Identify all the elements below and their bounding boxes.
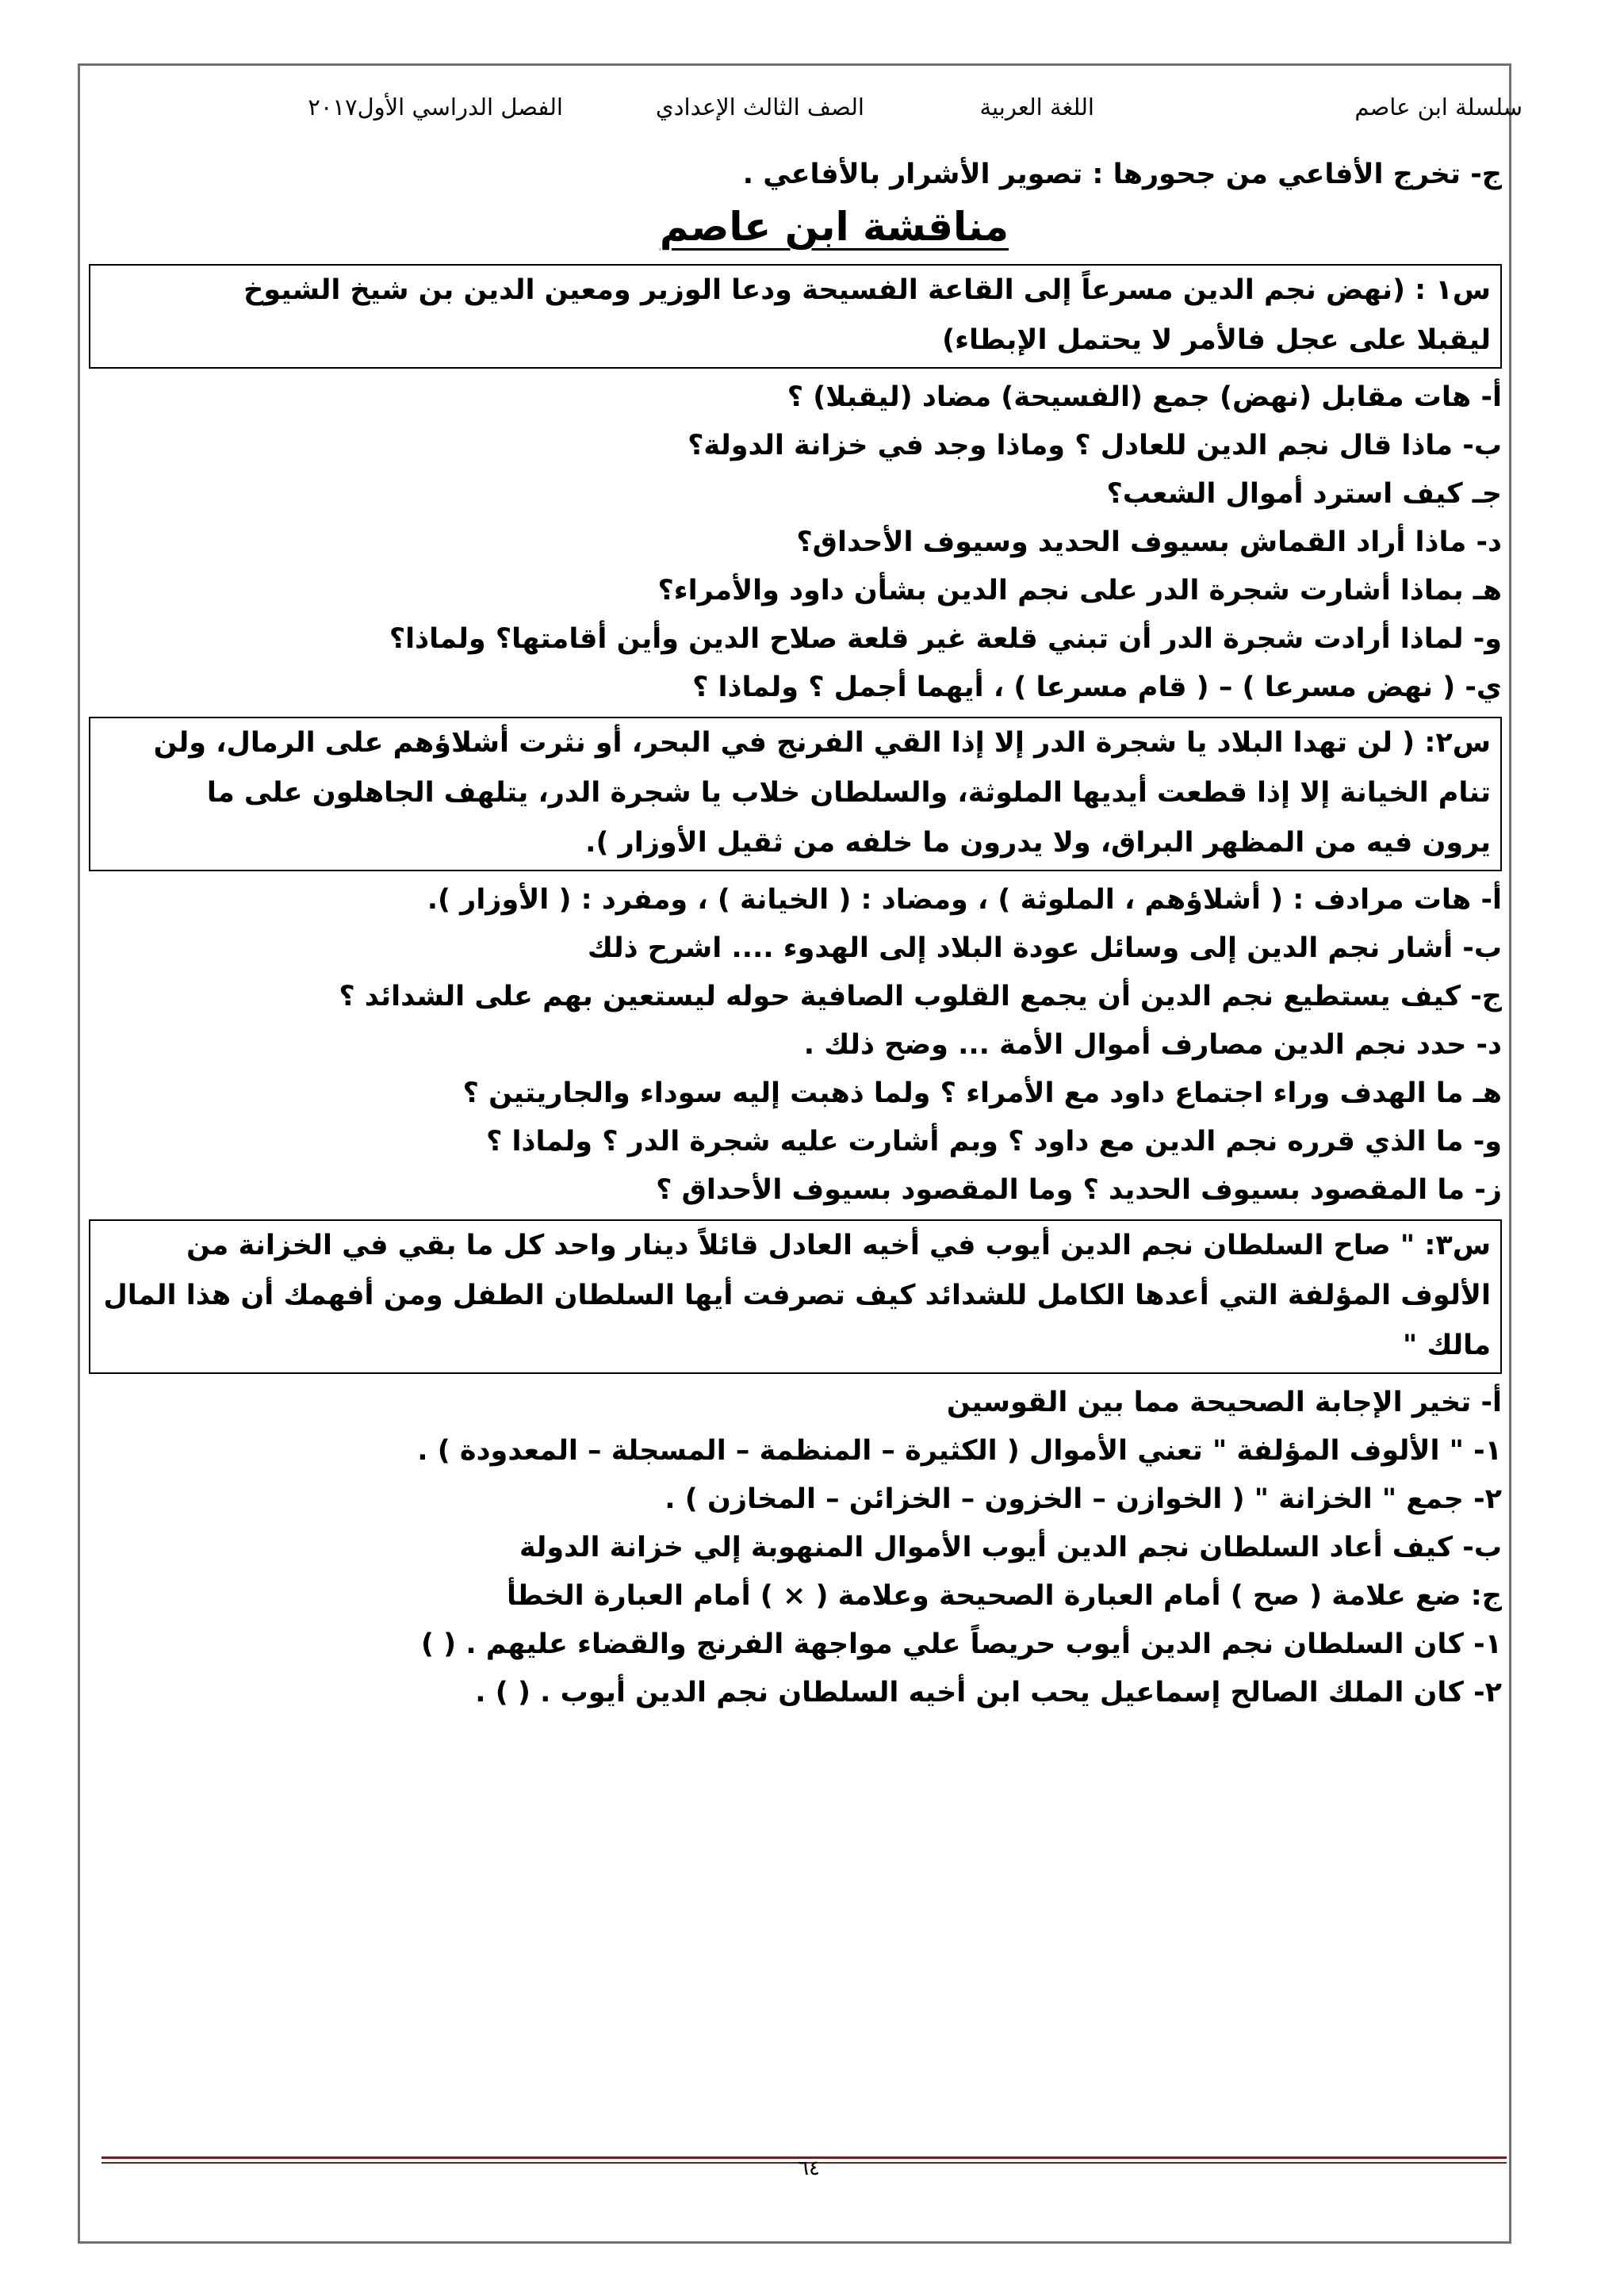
question-3-item: ٢- جمع " الخزانة " ( الخوازن – الخزون – الخزائن – المخازن ) . [665, 1483, 1502, 1515]
question-3-box [89, 1219, 1502, 1374]
question-1-item: و- لماذا أرادت شجرة الدر أن تبني قلعة غير قلعة صلاح الدين وأين أقامتها؟ ولماذا؟ [389, 623, 1502, 655]
header-term: الفصل الدراسي الأول٢٠١٧ [308, 94, 563, 121]
question-3-line: الألوف المؤلفة التي أعدها الكامل للشدائد كيف تصرفت أيها السلطان الطفل ومن أفهمك أن هذا المال [103, 1280, 1491, 1311]
question-1-item: ب- ماذا قال نجم الدين للعادل ؟ وماذا وجد في خزانة الدولة؟ [688, 430, 1502, 461]
question-3-item: ب- كيف أعاد السلطان نجم الدين أيوب الأموال المنهوبة إلي خزانة الدولة [519, 1532, 1502, 1563]
question-2-line: يرون فيه من المظهر البراق، ولا يدرون ما خلفه من ثقيل الأوزار ). [585, 827, 1491, 859]
top-line: ج- تخرج الأفاعي من جحورها : تصوير الأشرار بالأفاعي . [742, 159, 1502, 190]
question-2-item: د- حدد نجم الدين مصارف أموال الأمة ... وضح ذلك . [803, 1029, 1502, 1061]
question-1-item: جـ كيف استرد أموال الشعب؟ [1106, 478, 1502, 510]
question-1-line: ليقبلا على عجل فالأمر لا يحتمل الإبطاء) [942, 324, 1491, 356]
question-3-line: س٣: " صاح السلطان نجم الدين أيوب في أخيه العادل قائلاً دينار واحد كل ما بقي في الخزانة من [186, 1230, 1491, 1261]
question-1-box [89, 264, 1502, 369]
question-2-box [89, 717, 1502, 871]
question-1-line: س١ : (نهض نجم الدين مسرعاً إلى القاعة الفسيحة ودعا الوزير ومعين الدين بن شيخ الشيوخ [243, 274, 1491, 306]
question-2-line: س٢: ( لن تهدا البلاد يا شجرة الدر إلا إذا القي الفرنج في البحر، أو نثرت أشلاؤهم على الرمال، ولن [153, 727, 1491, 759]
question-3-item: ج: ضع علامة ( صح ) أمام العبارة الصحيحة وعلامة ( × ) أمام العبارة الخطأ [507, 1580, 1502, 1612]
question-1-item: د- ماذا أراد القماش بسيوف الحديد وسيوف الأحداق؟ [796, 526, 1502, 558]
question-2-item: و- ما الذي قرره نجم الدين مع داود ؟ وبم أشارت عليه شجرة الدر ؟ ولماذا ؟ [486, 1126, 1502, 1158]
question-2-item: أ- هات مرادف : ( أشلاؤهم ، الملوثة ) ، ومضاد : ( الخيانة ) ، ومفرد : ( الأوزار ). [427, 884, 1502, 916]
question-3-item: ١- " الألوف المؤلفة " تعني الأموال ( الكثيرة – المنظمة – المسجلة – المعدودة ) . [417, 1435, 1502, 1467]
document-title: مناقشة ابن عاصم [659, 204, 1009, 250]
header-grade: الصف الثالث الإعدادي [655, 94, 864, 121]
header-series: سلسلة ابن عاصم [1354, 94, 1522, 121]
question-2-item: ج- كيف يستطيع نجم الدين أن يجمع القلوب الصافية حوله ليستعين بهم على الشدائد ؟ [339, 981, 1502, 1012]
question-2-item: ز- ما المقصود بسيوف الحديد ؟ وما المقصود بسيوف الأحداق ؟ [656, 1174, 1502, 1206]
header-subject: اللغة العربية [979, 94, 1094, 121]
question-1-item: هـ بماذا أشارت شجرة الدر على نجم الدين بشأن داود والأمراء؟ [657, 575, 1502, 607]
question-2-item: ب- أشار نجم الدين إلى وسائل عودة البلاد إلى الهدوء .... اشرح ذلك [587, 932, 1502, 964]
page-header [111, 94, 1522, 133]
title-wrap [84, 199, 1521, 259]
document-body [84, 151, 1521, 1717]
question-2-line: تنام الخيانة إلا إذا قطعت أيديها الملوثة، والسلطان خلاب يا شجرة الدر، يتلهف الجاهلون على ما [206, 777, 1491, 809]
question-2-item: هـ ما الهدف وراء اجتماع داود مع الأمراء ؟ ولما ذهبت إليه سوداء والجاريتين ؟ [462, 1077, 1502, 1109]
question-3-item: ٢- كان الملك الصالح إسماعيل يحب ابن أخيه السلطان نجم الدين أيوب . ( ) . [475, 1677, 1502, 1709]
question-1-item: أ- هات مقابل (نهض) جمع (الفسيحة) مضاد (ليقبلا) ؟ [787, 381, 1502, 413]
question-3-line: مالك " [1403, 1330, 1491, 1361]
page-number: ٦٤ [798, 2156, 820, 2180]
question-3-item: ١- كان السلطان نجم الدين أيوب حريصاً علي مواجهة الفرنج والقضاء عليهم . ( ) [420, 1628, 1502, 1660]
question-1-item: ي- ( نهض مسرعا ) – ( قام مسرعا ) ، أيهما أجمل ؟ ولماذا ؟ [692, 672, 1502, 703]
question-3-item: أ- تخير الإجابة الصحيحة مما بين القوسين [946, 1387, 1502, 1418]
